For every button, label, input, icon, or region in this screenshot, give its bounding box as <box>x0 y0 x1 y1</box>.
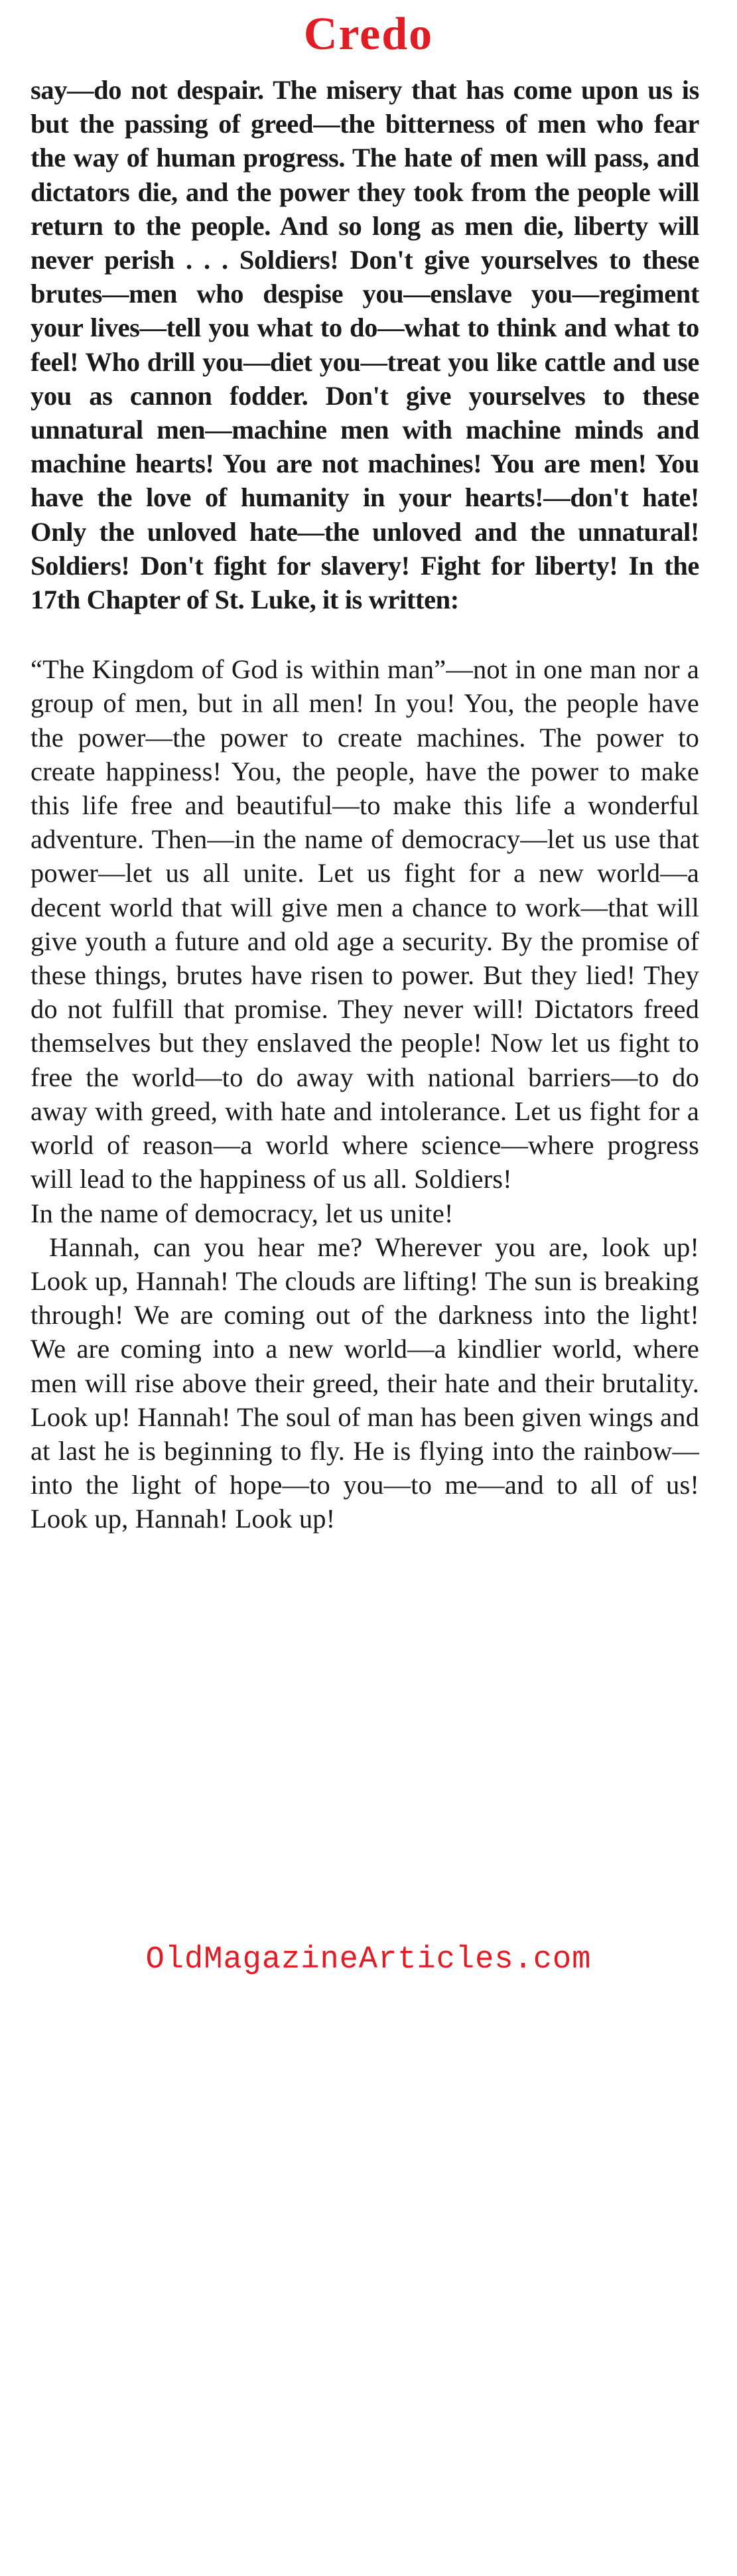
article-paragraph-3: In the name of democracy, let us unite! <box>31 1198 454 1228</box>
site-watermark: OldMagazineArticles.com <box>145 1942 592 1977</box>
article-paragraph-4: Hannah, can you hear me? Wherever you are, look up! Look up, Hannah! The clouds are lifting! The sun is breaking through! We are coming out of the darkness into the light! We are coming into a new world—a kindlier world, where men will rise above their greed, their hate and their brutality. Look up! Hannah! The soul of man has been given wings and at last he is beginning to fly. He is flying into the rainbow—into the light of hope—to you—to me—and to all of us! Look up, Hannah! Look up! <box>31 1232 699 1534</box>
article-body <box>31 73 699 1536</box>
article-paragraph-2: “The Kingdom of God is within man”—not in one man nor a group of men, but in all men! In you! You, the people have the power—the power to create machines. The power to create happiness! You, the people, have the power to make this life free and beautiful—to make this life a wonderful adventure. Then—in the name of democracy—let us use that power—let us all unite. Let us fight for a new world—a decent world that will give men a chance to work—that will give youth a future and old age a security. By the promise of these things, brutes have risen to power. But they lied! They do not fulfill that promise. They never will! Dictators freed themselves but they enslaved the people! Now let us fight to free the world—to do away with national barriers—to do away with greed, with hate and intolerance. Let us fight for a world of reason—a world where science—where progress will lead to the happiness of us all. Soldiers! <box>31 654 699 1194</box>
article-title: Credo <box>303 9 434 60</box>
article-paragraph-1: say—do not despair. The misery that has come upon us is but the passing of greed—the bitterness of men who fear the way of human progress. The hate of men will pass, and dictators die, and the power they took from the people will return to the people. And so long as men die, liberty will never perish . . . Soldiers! Don't give yourselves to these brutes—men who despise you—enslave you—regiment your lives—tell you what to do—what to think and what to feel! Who drill you—diet you—treat you like cattle and use you as cannon fodder. Don't give yourselves to these unnatural men—machine men with machine minds and machine hearts! You are not machines! You are men! You have the love of humanity in your hearts!—don't hate! Only the unloved hate—the unloved and the unnatural! Soldiers! Don't fight for slavery! Fight for liberty! In the 17th Chapter of St. Luke, it is written: <box>31 75 699 615</box>
